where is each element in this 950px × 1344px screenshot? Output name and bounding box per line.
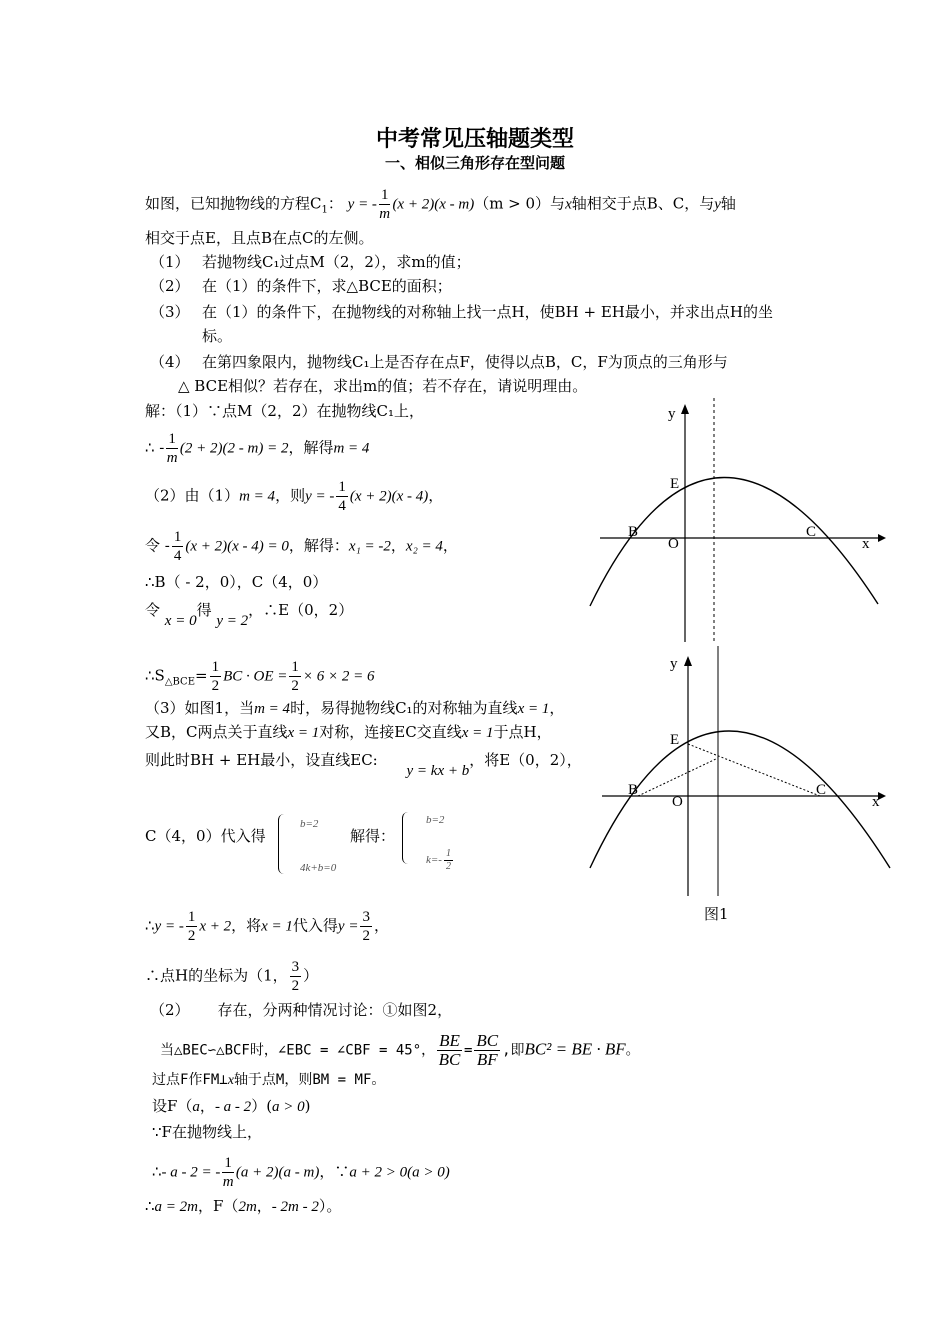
solution-line-3: （2）由（1）m = 4，则y = - $\frac{1}{4}$ (x + 2)(x - 4)， (145, 479, 444, 514)
figure-1-caption: 图1 (704, 905, 729, 923)
solution-line-11-solved: 解得： (350, 827, 396, 845)
question-4-number: （4） (150, 353, 190, 371)
parabola-curve (590, 731, 890, 868)
result-eq-1: b=2 (426, 814, 445, 826)
system-eq-2: 4k+b=0 (300, 862, 337, 874)
solution-line-9: 又B，C两点关于直线x = 1对称，连接EC交直线x = 1于点H， (145, 723, 552, 741)
question-2: 在（1）的条件下，求△BCE的面积； (202, 277, 452, 295)
solution-line-2: ∴ - $\frac{1}{m}$ (2 + 2)(2 - m) = 2，解得m = 4 (145, 431, 370, 466)
segment-EC (688, 744, 820, 796)
result-eq-2: k=- $\frac{1}{2}$ (426, 848, 451, 872)
question-3-line1: 在（1）的条件下，在抛物线的对称轴上找一点H，使BH + EH最小，并求出点H的坐 (202, 303, 773, 321)
question-4-line2: △ BCE相似？若存在，求出m的值；若不存在，请说明理由。 (178, 377, 588, 395)
point-B-label: B (628, 782, 639, 798)
solution-line-4: 令 - $\frac{1}{4}$ (x + 2)(x - 4) = 0，解得：x₁ = -2，x₂ = 4， (145, 529, 458, 564)
point-C-label: C (806, 524, 817, 540)
question-3-number: （3） (150, 303, 190, 321)
x-label: x (862, 536, 870, 552)
result-brace (402, 812, 409, 864)
solution-line-18: ∵F在抛物线上， (152, 1123, 262, 1141)
solution-line-5: ∴B（ - 2，0），C（4，0） (145, 573, 328, 591)
question-4-line1: 在第四象限内，抛物线C₁上是否存在点F，使得以点B，C，F为顶点的三角形与 (202, 353, 728, 371)
y-label: y (670, 656, 678, 672)
solution-line-10: 则此时BH + EH最小，设直线EC: y = kx + b，将E（0，2）， (145, 751, 582, 779)
x-label: x (872, 794, 880, 810)
section-subtitle: 一、相似三角形存在型问题 (384, 154, 565, 172)
y-axis-arrow (684, 656, 692, 666)
parabola-figure-top (580, 398, 900, 646)
x-axis-arrow (878, 534, 886, 542)
segment-BH (638, 758, 718, 796)
page-title: 中考常见压轴题类型 (375, 127, 574, 152)
question-2-number: （2） (150, 277, 190, 295)
origin-label: O (668, 536, 679, 552)
solution-line-19: ∴- a - 2 = - $\frac{1}{m}$ (a + 2)(a - m)，∵a + 2 > 0(a > 0) (152, 1155, 450, 1190)
question-3-line2: 标。 (202, 327, 233, 345)
solution-line-17: 设F（a，- a - 2）(a > 0) (152, 1097, 311, 1115)
solution-line-14: （2） 存在，分两种情况讨论：①如图2， (150, 1001, 453, 1019)
origin-label: O (672, 794, 683, 810)
problem-intro: 如图，已知抛物线的方程$C_1$： y = - $\frac{1}{m}$ (x + 2)(x - m)（m > 0）与x轴相交于点B、C，与y轴 (145, 187, 736, 222)
question-1-number: （1） (150, 253, 190, 271)
solution-line-20: ∴a = 2m，F（2m，- 2m - 2）。 (145, 1197, 342, 1215)
solution-line-12: ∴y = - $\frac{1}{2}$ x + 2，将x = 1代入得y = $\frac{3}{2}$ ， (145, 909, 389, 944)
solution-line-13: ∴点H的坐标为（1， $\frac{3}{2}$ ） (145, 959, 319, 994)
solution-line-16: 过点F作FM⊥x轴于点M，则BM = MF。 (152, 1072, 386, 1088)
solution-line-15: 当△BEC∽△BCF时，∠EBC = ∠CBF = 45°， $\frac{BE}{BC}$ = $\frac{BC}{BF}$ ,即BC² = BE · BF。 (160, 1031, 640, 1069)
system-eq-1: b=2 (300, 818, 319, 830)
solution-line-7: $\therefore S_{\triangle BCE}=$ $\frac{1}{2}$ BC · OE = $\frac{1}{2}$ × 6 × 2 = 6 (145, 659, 375, 694)
question-1: 若抛物线C₁过点M（2，2），求m的值； (202, 253, 471, 271)
point-B-label: B (628, 524, 639, 540)
point-E-label: E (670, 476, 680, 492)
solution-line-11-label: C（4，0）代入得 (145, 827, 266, 845)
equation-brace (278, 814, 285, 874)
y-label: y (668, 406, 676, 422)
point-E-label: E (670, 732, 680, 748)
solution-line-6: 令 x = 0得 y = 2，∴E（0，2） (145, 601, 354, 629)
parabola-figure-1 (580, 646, 900, 896)
solution-line-8: （3）如图1，当m = 4时，易得抛物线C₁的对称轴为直线x = 1， (145, 699, 565, 717)
solution-line-1: 解：（1）∵点M（2，2）在抛物线C₁上， (145, 402, 424, 420)
parabola-curve (590, 477, 878, 606)
point-C-label: C (816, 782, 827, 798)
problem-line2: 相交于点E，且点B在点C的左侧。 (145, 229, 374, 247)
y-axis-arrow (681, 404, 689, 414)
